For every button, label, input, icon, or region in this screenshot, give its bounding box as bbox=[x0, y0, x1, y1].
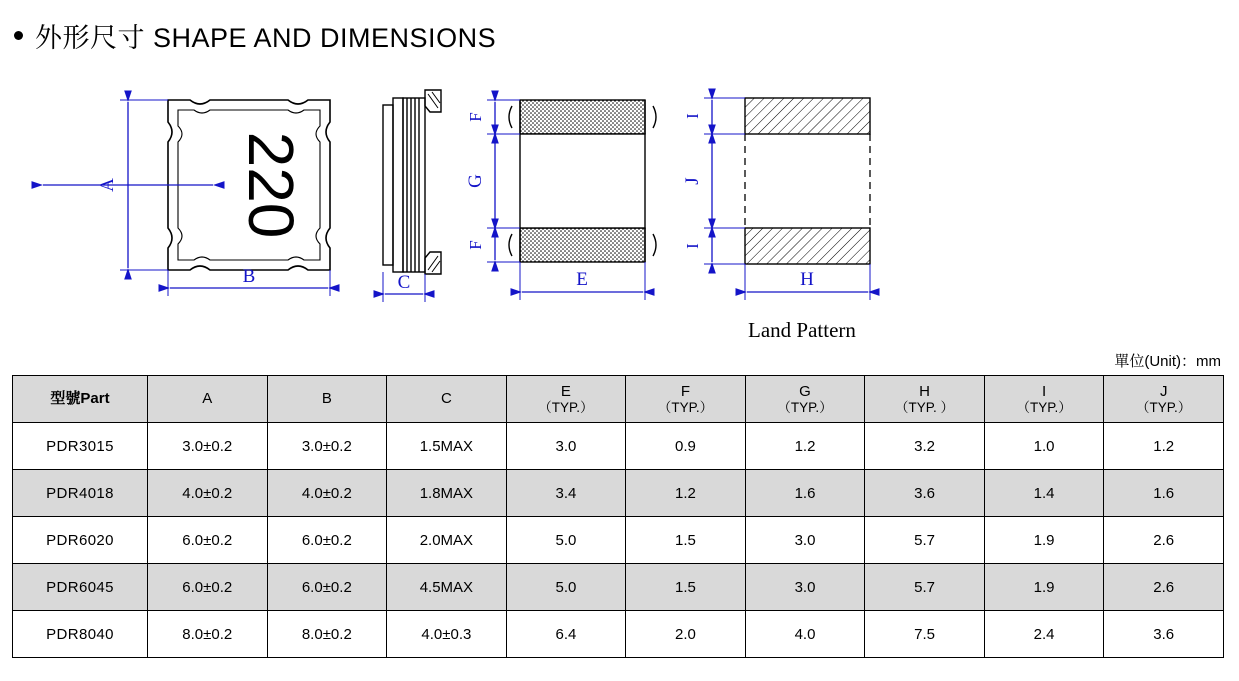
cell-c: 1.5MAX bbox=[387, 423, 507, 470]
label-I-bottom: I bbox=[683, 243, 702, 249]
label-E: E bbox=[576, 269, 588, 290]
col-header-h: H （TYP. ） bbox=[865, 376, 985, 423]
cell-j: 1.6 bbox=[1104, 470, 1224, 517]
cell-a: 6.0±0.2 bbox=[148, 564, 268, 611]
cell-f: 1.5 bbox=[626, 564, 746, 611]
cell-c: 1.8MAX bbox=[387, 470, 507, 517]
cell-e: 5.0 bbox=[506, 517, 626, 564]
cell-j: 2.6 bbox=[1104, 564, 1224, 611]
cell-e: 5.0 bbox=[506, 564, 626, 611]
cell-g: 1.6 bbox=[745, 470, 865, 517]
label-H: H bbox=[800, 269, 814, 290]
col-header-e: E （TYP.） bbox=[506, 376, 626, 423]
label-F-bottom: F bbox=[466, 240, 485, 250]
table-row bbox=[13, 470, 1224, 517]
cell-part: PDR4018 bbox=[13, 470, 148, 517]
table-row bbox=[13, 611, 1224, 658]
page-title-text: 外形尺寸 SHAPE AND DIMENSIONS bbox=[35, 23, 497, 53]
cell-part: PDR3015 bbox=[13, 423, 148, 470]
col-header-part: 型號Part bbox=[13, 376, 148, 423]
label-B: B bbox=[242, 266, 256, 287]
dimensions-table-wrapper bbox=[12, 375, 1224, 658]
cell-e: 3.0 bbox=[506, 423, 626, 470]
col-header-b: B bbox=[267, 376, 387, 423]
cell-h: 5.7 bbox=[865, 564, 985, 611]
cell-c: 2.0MAX bbox=[387, 517, 507, 564]
table-header-row bbox=[13, 376, 1224, 423]
cell-h: 5.7 bbox=[865, 517, 985, 564]
cell-b: 3.0±0.2 bbox=[267, 423, 387, 470]
label-F-top: F bbox=[466, 112, 485, 122]
label-G: G bbox=[465, 174, 486, 188]
label-I-top: I bbox=[683, 113, 702, 119]
unit-note: 單位(Unit)：mm bbox=[1114, 353, 1221, 370]
dimensions-table bbox=[12, 375, 1224, 658]
cell-i: 1.0 bbox=[984, 423, 1104, 470]
drawing-svg bbox=[0, 70, 1239, 345]
cell-f: 2.0 bbox=[626, 611, 746, 658]
cell-a: 4.0±0.2 bbox=[148, 470, 268, 517]
bullet-icon bbox=[14, 31, 23, 40]
cell-i: 1.4 bbox=[984, 470, 1104, 517]
cell-g: 3.0 bbox=[745, 517, 865, 564]
cell-h: 7.5 bbox=[865, 611, 985, 658]
col-header-j: J （TYP.） bbox=[1104, 376, 1224, 423]
cell-g: 1.2 bbox=[745, 423, 865, 470]
table-row bbox=[13, 564, 1224, 611]
cell-h: 3.2 bbox=[865, 423, 985, 470]
cell-g: 3.0 bbox=[745, 564, 865, 611]
cell-c: 4.5MAX bbox=[387, 564, 507, 611]
cell-j: 2.6 bbox=[1104, 517, 1224, 564]
cell-b: 8.0±0.2 bbox=[267, 611, 387, 658]
cell-a: 6.0±0.2 bbox=[148, 517, 268, 564]
table-row bbox=[13, 423, 1224, 470]
cell-b: 6.0±0.2 bbox=[267, 517, 387, 564]
label-J: J bbox=[682, 177, 703, 185]
col-header-a: A bbox=[148, 376, 268, 423]
label-C: C bbox=[397, 272, 411, 293]
cell-j: 1.2 bbox=[1104, 423, 1224, 470]
col-header-g: G （TYP.） bbox=[745, 376, 865, 423]
land-pattern-view bbox=[745, 98, 870, 264]
cell-i: 2.4 bbox=[984, 611, 1104, 658]
front-view bbox=[509, 100, 656, 262]
cell-a: 3.0±0.2 bbox=[148, 423, 268, 470]
col-header-c: C bbox=[387, 376, 507, 423]
page-title bbox=[8, 16, 496, 55]
cell-b: 4.0±0.2 bbox=[267, 470, 387, 517]
side-view bbox=[383, 90, 441, 274]
part-marking: 220 bbox=[235, 131, 307, 239]
land-pattern-caption: Land Pattern bbox=[748, 318, 856, 342]
cell-e: 6.4 bbox=[506, 611, 626, 658]
cell-part: PDR6045 bbox=[13, 564, 148, 611]
cell-b: 6.0±0.2 bbox=[267, 564, 387, 611]
cell-part: PDR6020 bbox=[13, 517, 148, 564]
col-header-i: I （TYP.） bbox=[984, 376, 1104, 423]
cell-g: 4.0 bbox=[745, 611, 865, 658]
cell-f: 0.9 bbox=[626, 423, 746, 470]
cell-c: 4.0±0.3 bbox=[387, 611, 507, 658]
cell-i: 1.9 bbox=[984, 564, 1104, 611]
label-A: A bbox=[97, 178, 118, 192]
cell-h: 3.6 bbox=[865, 470, 985, 517]
table-row bbox=[13, 517, 1224, 564]
cell-e: 3.4 bbox=[506, 470, 626, 517]
col-header-f: F （TYP.） bbox=[626, 376, 746, 423]
cell-f: 1.5 bbox=[626, 517, 746, 564]
cell-i: 1.9 bbox=[984, 517, 1104, 564]
cell-j: 3.6 bbox=[1104, 611, 1224, 658]
cell-part: PDR8040 bbox=[13, 611, 148, 658]
cell-f: 1.2 bbox=[626, 470, 746, 517]
cell-a: 8.0±0.2 bbox=[148, 611, 268, 658]
dimension-drawing bbox=[0, 70, 1239, 345]
